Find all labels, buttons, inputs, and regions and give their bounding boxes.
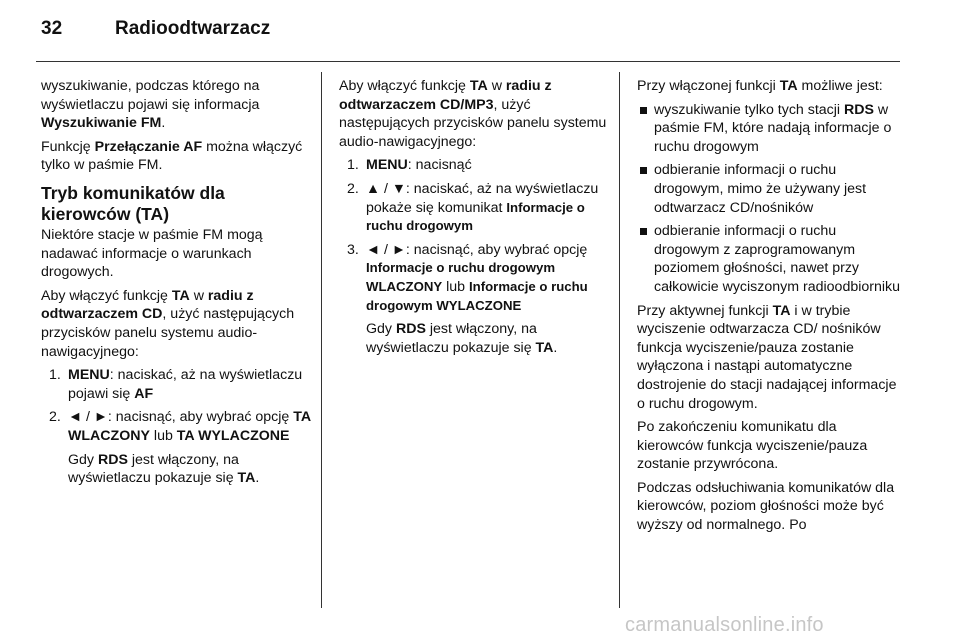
column-3: [637, 77, 905, 540]
step-2: 2. ◄ / ►: nacisnąć, aby wybrać opcję TA WLACZONY lub TA WYLACZONE Gdy RDS jest włączony, na wyświetlaczu pokazuje się TA.: [41, 408, 313, 487]
watermark: carmanualsonline.info: [625, 614, 824, 636]
paragraph: Przy włączonej funkcji TA możliwe jest:: [637, 78, 883, 94]
paragraph: Aby włączyć funkcję TA w radiu z odtwarzaczem CD/MP3, użyć następujących przycisków panelu systemu audio-nawigacyjnego:: [339, 78, 607, 150]
column-2: [339, 77, 611, 362]
step-2: 2. ▲ / ▼: naciskać, aż na wyświetlaczu pokaże się komunikat Informacje o ruchu drogowym: [347, 180, 599, 234]
paragraph: wyszukiwanie, podczas którego na wyświetlaczu pojawi się informacja Wyszukiwanie FM.: [41, 78, 260, 132]
page-title: Radioodtwarzacz: [115, 18, 271, 39]
paragraph: Po zakończeniu komunikatu dla kierowców funkcja wyciszenie/pauza zostanie przywrócona.: [637, 419, 868, 473]
bullet-item: odbieranie informacji o ruchu drogowym, mimo że używany jest odtwarzacz CD/nośników: [637, 161, 905, 217]
paragraph: Aby włączyć funkcję TA w radiu z odtwarzaczem CD, użyć następujących przycisków panelu systemu audio-nawigacyjnego:: [41, 287, 295, 360]
paragraph: Podczas odsłuchiwania komunikatów dla kierowców, poziom głośności może być wyższy od normalnego. Po: [637, 479, 895, 534]
step-note: Gdy RDS jest włączony, na wyświetlaczu pokazuje się TA.: [68, 451, 260, 487]
step-1: 1. MENU: nacisnąć: [347, 157, 472, 174]
header-divider: [36, 61, 900, 62]
paragraph: Funkcję Przełączanie AF można włączyć tylko w paśmie FM.: [41, 138, 303, 174]
step-3: 3. ◄ / ►: nacisnąć, aby wybrać opcję Informacje o ruchu drogowym WLACZONY lub Informacje o ruchu drogowym WYLACZONE Gdy RDS jest włączony, na wyświetlaczu pokazuje się TA.: [339, 241, 611, 358]
bullet-square-icon: [640, 167, 647, 174]
paragraph: Przy aktywnej funkcji TA i w trybie wyciszenie odtwarzacza CD/ nośników funkcja wyciszenie/pauza zostanie wyłączona i nastąpi automatyczne dostrojenie do stacji nadającej informacje o ruchu drogowym.: [637, 302, 897, 412]
step-note: Gdy RDS jest włączony, na wyświetlaczu pokazuje się TA.: [366, 321, 558, 356]
page-number: 32: [41, 18, 63, 39]
bullet-item: wyszukiwanie tylko tych stacji RDS w paśmie FM, które nadają informacje o ruchu drogowym: [637, 101, 905, 157]
column-divider-2: [619, 72, 620, 608]
column-divider-1: [321, 72, 322, 608]
bullet-square-icon: [640, 228, 647, 235]
paragraph: Niektóre stacje w paśmie FM mogą nadawać informacje o warunkach drogowych.: [41, 226, 263, 281]
column-1: [41, 77, 313, 493]
step-1: 1. MENU: naciskać, aż na wyświetlaczu pojawi się AF: [49, 367, 303, 402]
bullet-item: odbieranie informacji o ruchu drogowym z zaprogramowanym poziomem głośności, nawet przy całkowicie wyciszonym radioodbiorniku: [637, 222, 905, 296]
section-heading: Tryb komunikatów dla kierowców (TA): [41, 182, 225, 224]
bullet-square-icon: [640, 107, 647, 114]
